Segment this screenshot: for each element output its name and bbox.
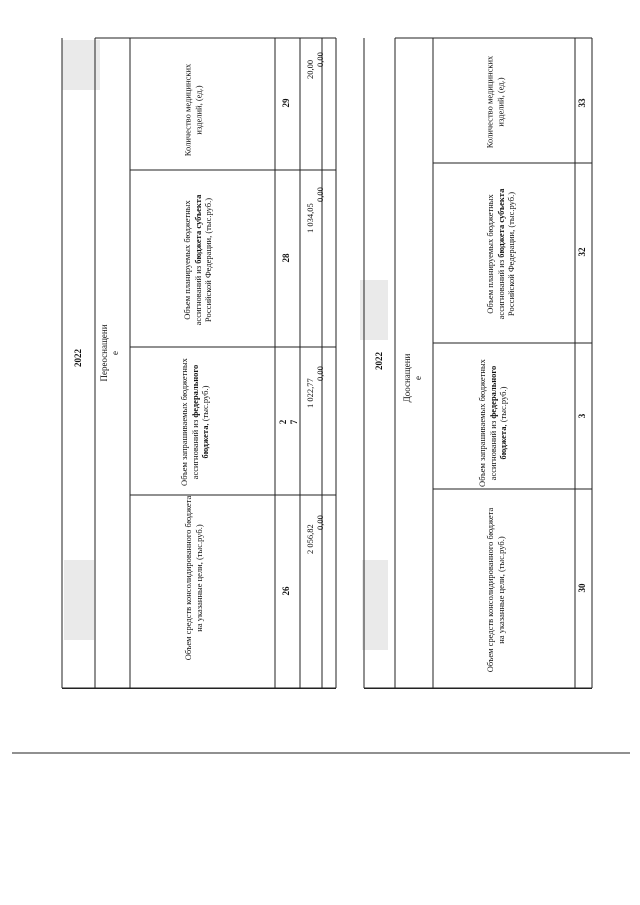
table-top-header-quantity: Количество медицинских изделий, (ед.) xyxy=(182,63,203,157)
table-top-colnum-29: 29 xyxy=(281,98,291,108)
table-bottom-header-regional: Объем планируемых бюджетных ассигнований из бюджета субъекта Российской Федерации, (тыс.руб.) xyxy=(485,188,516,320)
table-top-colnum-27 xyxy=(278,410,299,434)
table-top-group-text: Переоснащени е xyxy=(99,324,120,382)
table-top-header-federal: Объем запрашиваемых бюджетных ассигнований из федерального бюджета, (тыс.руб.) xyxy=(179,358,210,486)
table-bottom-colnum-30: 30 xyxy=(577,583,587,593)
table-top-row2-consolidated: 0,00 xyxy=(315,515,325,530)
table-top-row1-quantity: 20,00 xyxy=(305,59,315,79)
table-top-colnum-26: 26 xyxy=(281,586,291,596)
table-top-year: 2022 xyxy=(73,349,83,367)
table-top-row1-federal: 1 022,77 xyxy=(305,378,315,408)
table-top-row2-regional: 0,00 xyxy=(315,187,325,202)
table-top-row2-quantity: 0,00 xyxy=(315,52,325,67)
table-top-header-consolidated: Объем средств консолидированного бюджета на указанные цели, (тыс.руб.) xyxy=(183,495,204,661)
table-top-colnum-28: 28 xyxy=(281,253,291,263)
table-top-row1-regional: 1 034,05 xyxy=(305,203,315,233)
table-top-colnum-27-text: 2 7 xyxy=(278,419,299,425)
table-bottom-group-text: Дооснащени е xyxy=(402,353,423,403)
table-bottom-colnum-31: 3 xyxy=(577,413,587,419)
table-top-header-regional: Объем планируемых бюджетных ассигнований из бюджета субъекта Российской Федерации, (тыс.руб.) xyxy=(182,194,213,326)
table-bottom-header-quantity: Количество медицинских изделий, (ед.) xyxy=(484,55,505,149)
table-top-row2-federal: 0,00 xyxy=(315,366,325,381)
table-top-group-label xyxy=(99,303,125,403)
table-bottom-year: 2022 xyxy=(374,352,384,370)
table-bottom-header-federal: Объем запрашиваемых бюджетных ассигнований из федерального бюджета, (тыс.руб.) xyxy=(477,359,508,487)
table-bottom-group-label xyxy=(402,328,428,428)
table-bottom-colnum-33: 33 xyxy=(577,98,587,108)
table-bottom-header-consolidated: Объем средств консолидированного бюджета на указанные цели, (тыс.руб.) xyxy=(485,507,506,673)
table-top-row1-consolidated: 2 056,82 xyxy=(305,524,315,554)
table-bottom-colnum-32: 32 xyxy=(577,247,587,257)
